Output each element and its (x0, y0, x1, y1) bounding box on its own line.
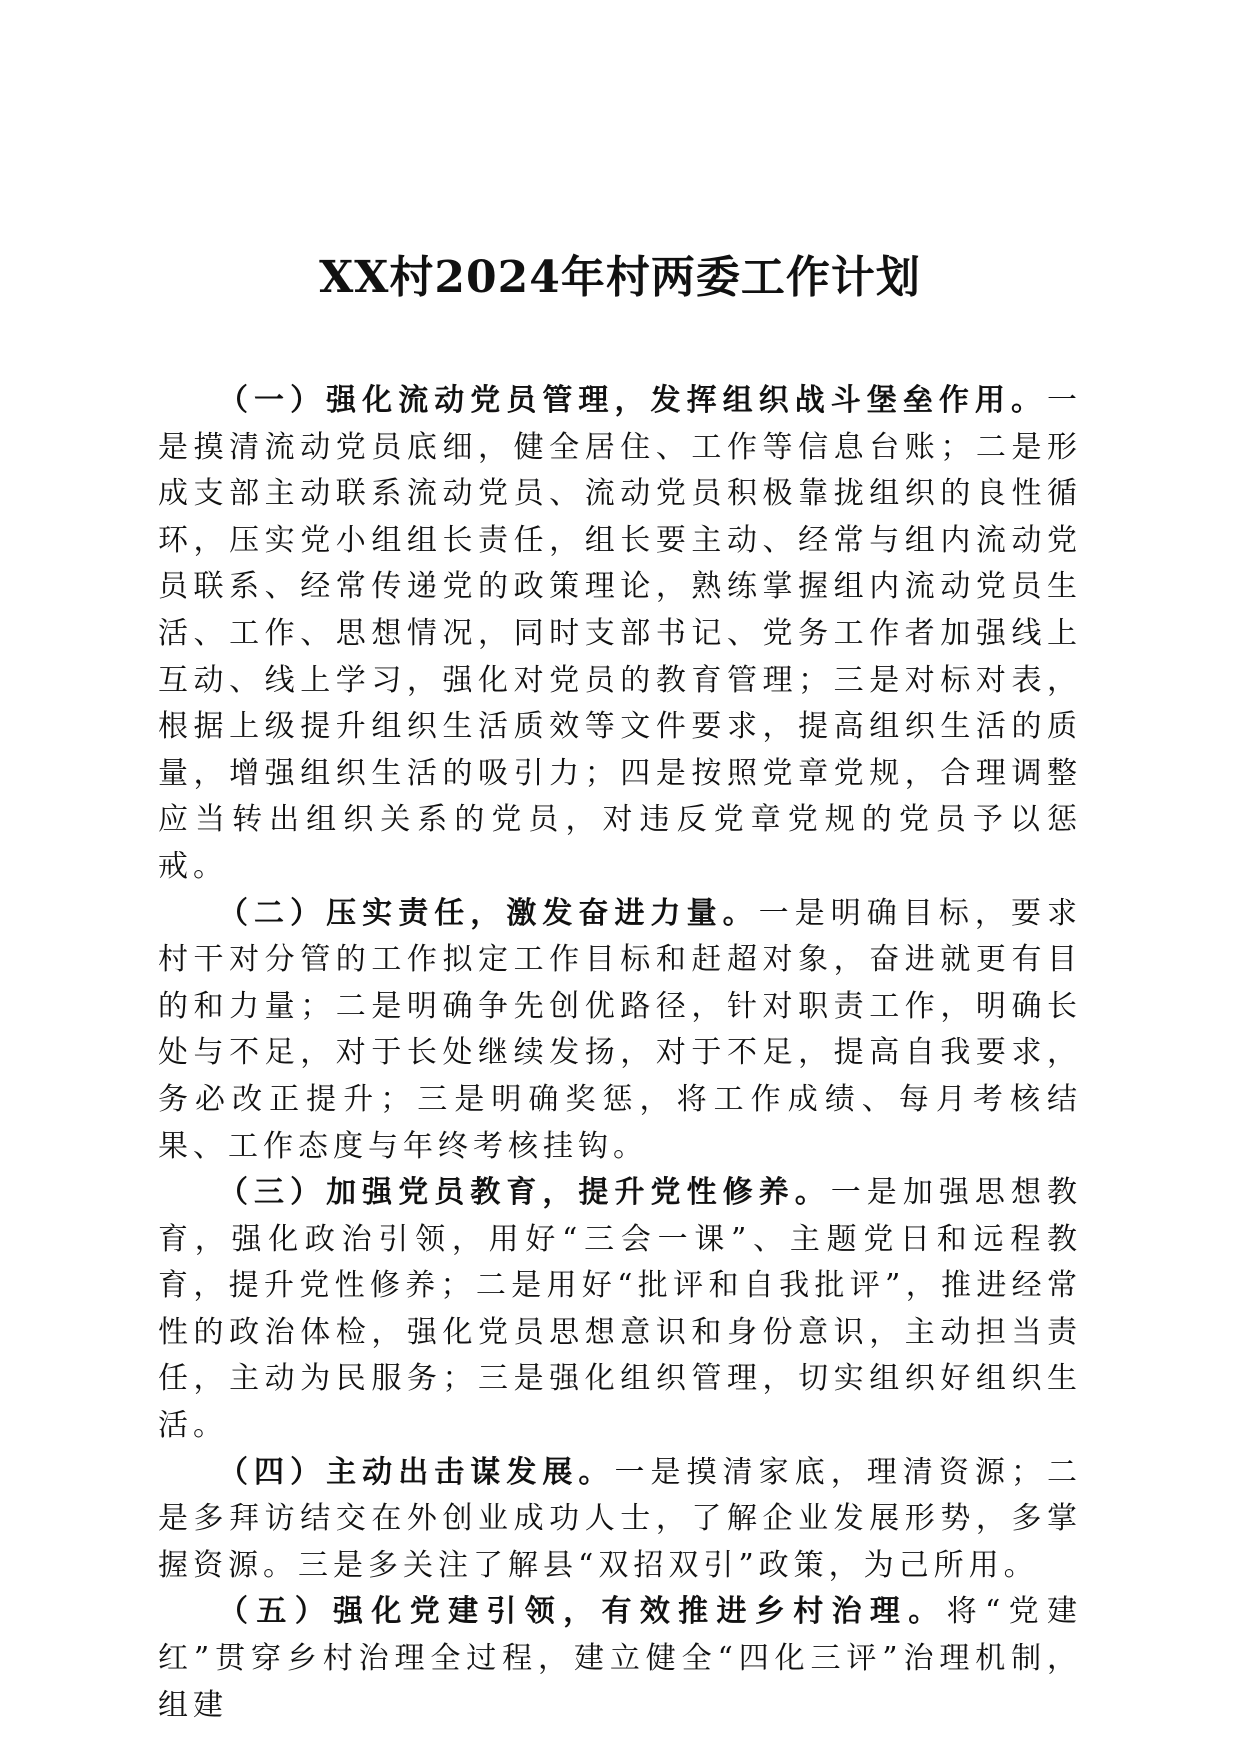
paragraph-3 (158, 1170, 1082, 1450)
section-text-1: 一是摸清流动党员底细，健全居住、工作等信息台账；二是形成支部主动联系流动党员、流动党员积极靠拢组织的良性循环，压实党小组组长责任，组长要主动、经常与组内流动党员联系、经常传递党的政策理论，熟练掌握组内流动党员生活、工作、思想情况，同时支部书记、党务工作者加强线上互动、线上学习，强化对党员的教育管理；三是对标对表，根据上级提升组织生活质效等文件要求，提高组织生活的质量，增强组织生活的吸引力；四是按照党章党规，合理调整应当转出组织关系的党员，对违反党章党规的党员予以惩戒。 (158, 383, 1082, 884)
section-heading-1: （一）强化流动党员管理，发挥组织战斗堡垒作用。 (218, 383, 1047, 418)
document-title: XX村2024年村两委工作计划 (319, 252, 921, 303)
section-heading-5: （五）强化党建引领，有效推进乡村治理。 (218, 1594, 947, 1630)
section-heading-3: （三）加强党员教育，提升党性修养。 (218, 1175, 831, 1211)
section-text-4: 一是摸清家底，理清资源；二是多拜访结交在外创业成功人士，了解企业发展形势，多掌握资源。三是多关注了解县“双招双引”政策，为己所用。 (158, 1454, 1083, 1583)
paragraph-1 (158, 378, 1082, 891)
paragraph-2 (158, 891, 1082, 1171)
section-heading-4: （四）主动出击谋发展。 (218, 1454, 615, 1490)
section-text-5: 将“党建红”贯穿乡村治理全过程，建立健全“四化三评”治理机制，组建 (158, 1594, 1083, 1723)
paragraph-5 (158, 1589, 1082, 1729)
section-heading-2: （二）压实责任，激发奋进力量。 (218, 895, 759, 931)
paragraph-4 (158, 1450, 1082, 1590)
section-text-3: 一是加强思想教育，强化政治引领，用好“三会一课”、主题党日和远程教育，提升党性修养；二是用好“批评和自我批评”，推进经常性的政治体检，强化党员思想意识和身份意识，主动担当责任，主动为民服务；三是强化组织管理，切实组织好组织生活。 (158, 1175, 1083, 1444)
section-text-2: 一是明确目标，要求村干对分管的工作拟定工作目标和赶超对象，奋进就更有目的和力量；二是明确争先创优路径，针对职责工作，明确长处与不足，对于长处继续发扬，对于不足，提高自我要求，务必改正提升；三是明确奖惩，将工作成绩、每月考核结果、工作态度与年终考核挂钩。 (158, 895, 1083, 1164)
document-body (158, 378, 1082, 1729)
